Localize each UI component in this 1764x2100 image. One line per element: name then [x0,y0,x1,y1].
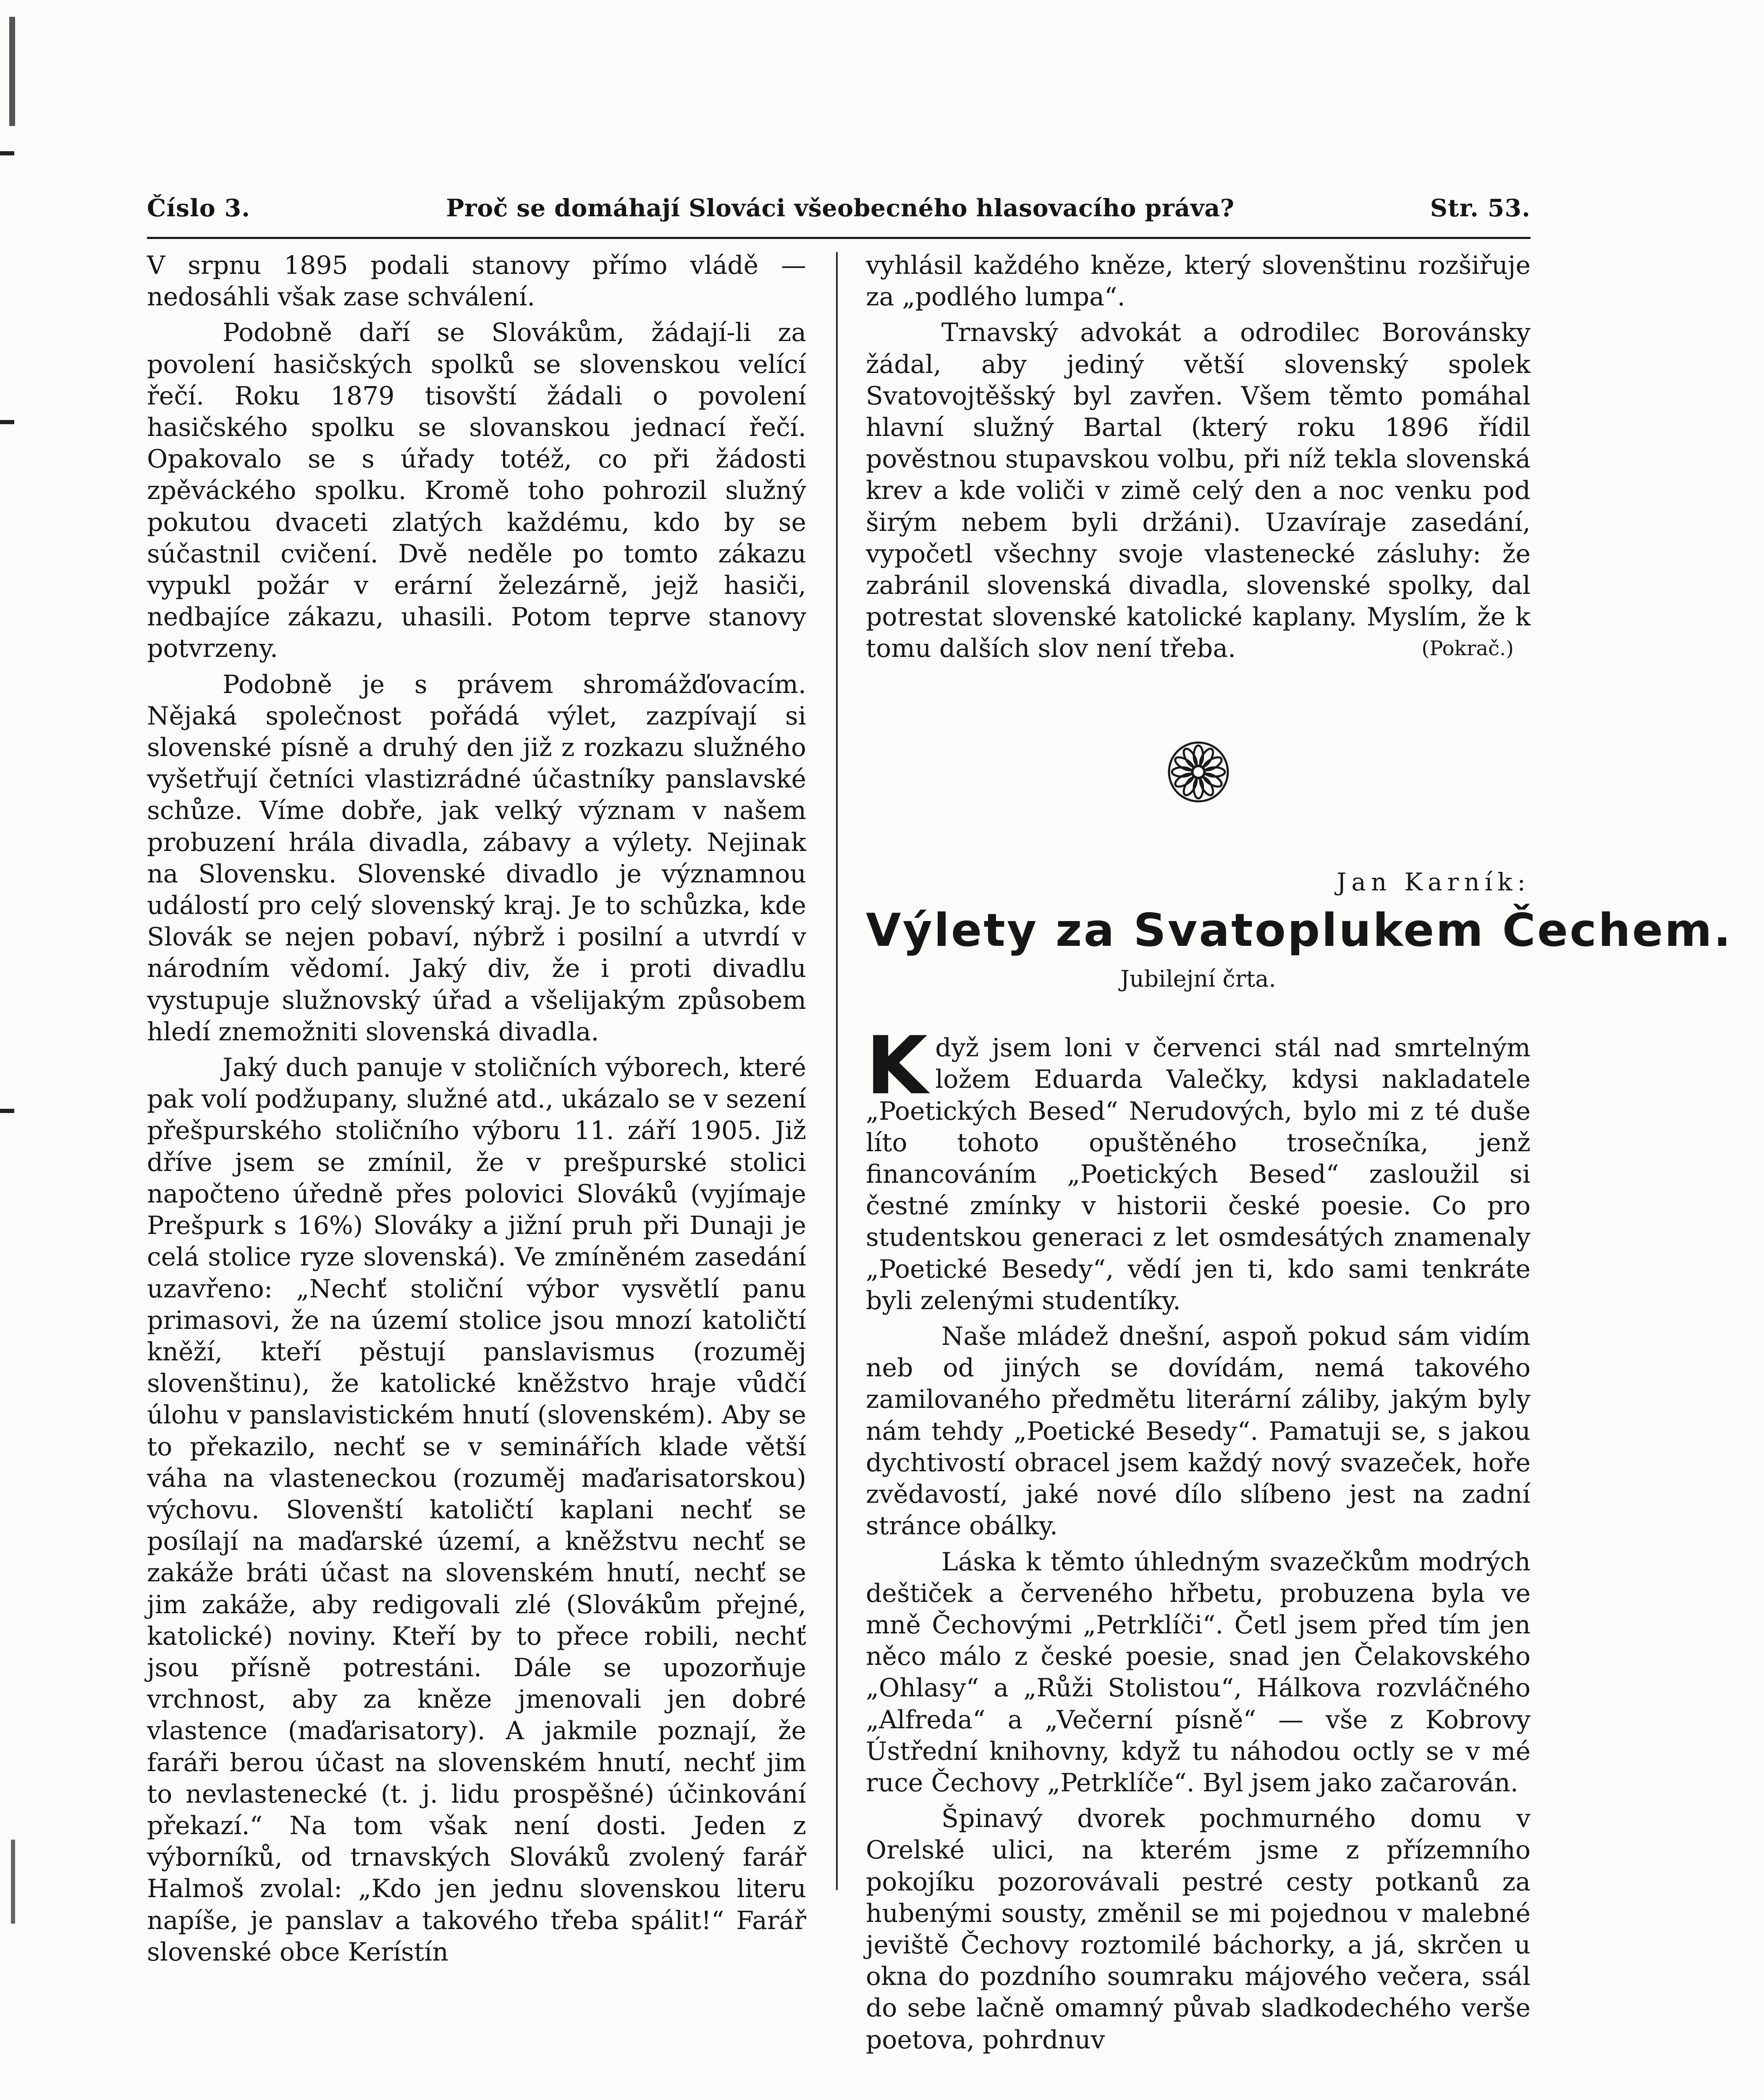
paragraph: Špinavý dvorek pochmurného domu v Orelské ulici, na kterém jsme z přízemního pokojíku pozorovávali pestré cesty potkanů za hubenými sousty, změnil se mi pojednou v malebné jeviště Čechovy roztomilé báchorky, a já, skrčen u okna do pozdního soumraku májového večera, ssál do sebe lačně omamný půvab sladkodechého verše poetova, pohrdnuv [866,1804,1531,2055]
page [147,185,1733,2100]
paragraph-text: dyž jsem loni v červenci stál nad smrtelným ložem Eduarda Valečky, kdysi nakladatele „Poetických Besed“ Nerudových, bylo mi z té duše líto tohoto opuštěného trosečníka, jenž financováním „Poetických Besed“ zasloužil si čestné zmínky v historii české poesie. Co pro studentskou generaci z let osmdesátých znamenaly „Poetické Besedy“, vědí jen ti, kdo sami tenkráte byli zelenými studentíky. [866,1033,1531,1315]
article-title: Výlety za Svatoplukem Čechem. [866,904,1733,957]
drop-cap: K [866,1019,928,1113]
paragraph [866,1019,1531,1317]
page-number: Str. 53. [1430,194,1531,222]
paragraph-text: Trnavský advokát a odrodilec Borovánsky žádal, aby jediný větší slovenský spolek Svatovojtěšský byl zavřen. Všem těmto pomáhal hlavní služný Bartal (který roku 1896 řídil pověstnou stupavskou volbu, při níž tekla slovenská krev a kde voliči v zimě celý den a noc venku pod širým nebem byli držáni). Uzavíraje zasedání, vypočetl všechny svoje vlastenecké zásluhy: že zabránil slovenská divadla, slovenské spolky, dal potrestat slovenské katolické kaplany. Myslím, že k tomu dalších slov není třeba. [866,318,1531,664]
rosette-ornament-icon [866,740,1531,803]
page-header [147,185,1531,239]
paragraph: Naše mládež dnešní, aspoň pokud sám vidím neb od jiných se dovídám, nemá takového zamilovaného předmětu literární záliby, jakým byly nám tehdy „Poetické Besedy“. Pamatuji se, s jakou dychtivostí obracel jsem každý nový svazeček, hoře zvědavostí, jaké nové dílo slíbeno jest na zadní stránce obálky. [866,1322,1531,1541]
paragraph: Podobně je s právem shromážďovacím. Nějaká společnost pořádá výlet, zazpívají si slovenské písně a druhý den již z rozkazu služného vyšetřují četníci vlastizrádné účastníky panslavské schůze. Víme dobře, jak velký význam v našem probuzení hrála divadla, zábavy a výlety. Nejinak na Slovensku. Slovenské divadlo je významnou událostí pro celý slovenský kraj. Je to schůzka, kde Slovák se nejen pobaví, nýbrž i posilní a utvrdí v národním vědomí. Jaký div, že i proti divadlu vystupuje služnovský úřad a všelijakým způsobem hledí znemožniti slovenská divadla. [147,669,806,1047]
issue-number: Číslo 3. [147,194,251,222]
column-divider [836,252,838,1890]
paragraph: vyhlásil každého kněze, který slovenštinu rozšiřuje za „podlého lumpa“. [866,251,1531,312]
author-byline: Jan Karník: [1337,867,1531,896]
article-subtitle: Jubilejní črta. [1120,966,1276,992]
left-column [147,250,806,1968]
paragraph: Láska k těmto úhledným svazečkům modrých deštiček a červeného hřbetu, probuzena byla ve mně Čechovými „Petrklíči“. Četl jsem před tím jen něco málo z české poesie, snad jen Čelakovského „Ohlasy“ a „Růži Stolistou“, Hálkova rozvláčného „Alfreda“ a „Večerní písně“ — vše z Kobrovy Ústřední knihovny, když tu náhodou octly se v mé ruce Čechovy „Petrklíče“. Byl jsem jako začarován. [866,1547,1531,1798]
scan-edge-mark [0,1109,14,1113]
scan-edge-mark [11,1840,15,1924]
scan-edge-mark [0,420,14,424]
scan-edge-mark [9,17,15,126]
continued-note: (Pokrač.) [1421,637,1514,661]
scan-edge-mark [0,151,14,155]
paragraph: Podobně daří se Slovákům, žádají-li za povolení hasičských spolků se slovenskou velící řečí. Roku 1879 tisovští žádali o povolení hasičského spolku se slovanskou jednací řečí. Opakovalo se s úřady totéž, co při žádosti zpěváckého spolku. Kromě toho pohrozil služný pokutou dvaceti zlatých každému, kdo by se súčastnil cvičení. Dvě neděle po tomto zákazu vypukl požár v erární železárně, jejž hasiči, nedbajíce zákazu, uhasili. Potom teprve stanovy potvrzeny. [147,318,806,664]
paragraph: Jaký duch panuje v stoličních výborech, které pak volí podžupany, služné atd., ukázalo se v sezení přešpurského stoličního výboru 11. září 1905. Již dříve jsem se zmínil, že v prešpurské stolici napočteno úředně přes polovici Slováků (vyjímaje Prešpurk s 16%) Slováky a jižní pruh při Dunaji je celá stolice ryze slovenská). Ve zmíněném zasedání uzavřeno: „Nechť stoliční výbor vysvětlí panu primasovi, že na území stolice jsou mnozí katoličtí kněží, kteří pěstují panslavismus (rozuměj slovenštinu), že katolické kněžstvo hraje vůdčí úlohu v panslavistickém hnutí (slovenském). Aby se to překazilo, nechť se v seminářích klade větší váha na vlasteneckou (rozuměj maďarisatorskou) výchovu. Slovenští katoličtí kaplani nechť se posílají na maďarské území, a kněžstvu nechť se zakáže bráti účast na slovenském hnutí, nechť se jim zakáže, aby redigovali zlé (Slovákům přejné, katolické) noviny. Kteří by to přece robili, nechť jsou přísně potrestáni. Dále se upozorňuje vrchnost, aby za kněze jmenovali jen dobré vlastence (maďarisatory). A jakmile poznají, že faráři berou účast na slovenském hnutí, nechť jim to nevlastenecké (t. j. lidu prospěšné) účinkování překazí.“ Na tom však není dosti. Jeden z výborníků, od trnavských Slováků zvolený farář Halmoš zvolal: „Kdo jen jednu slovenskou literu napíše, je panslav a takového třeba spálit!“ Farář slovenské obce Kerístín [147,1053,806,1967]
paragraph: V srpnu 1895 podali stanovy přímo vládě — nedosáhli však zase schválení. [147,251,806,312]
running-title: Proč se domáhají Slováci všeobecného hlasovacího práva? [446,194,1235,222]
paragraph [866,317,1531,664]
right-column [866,250,1733,2056]
